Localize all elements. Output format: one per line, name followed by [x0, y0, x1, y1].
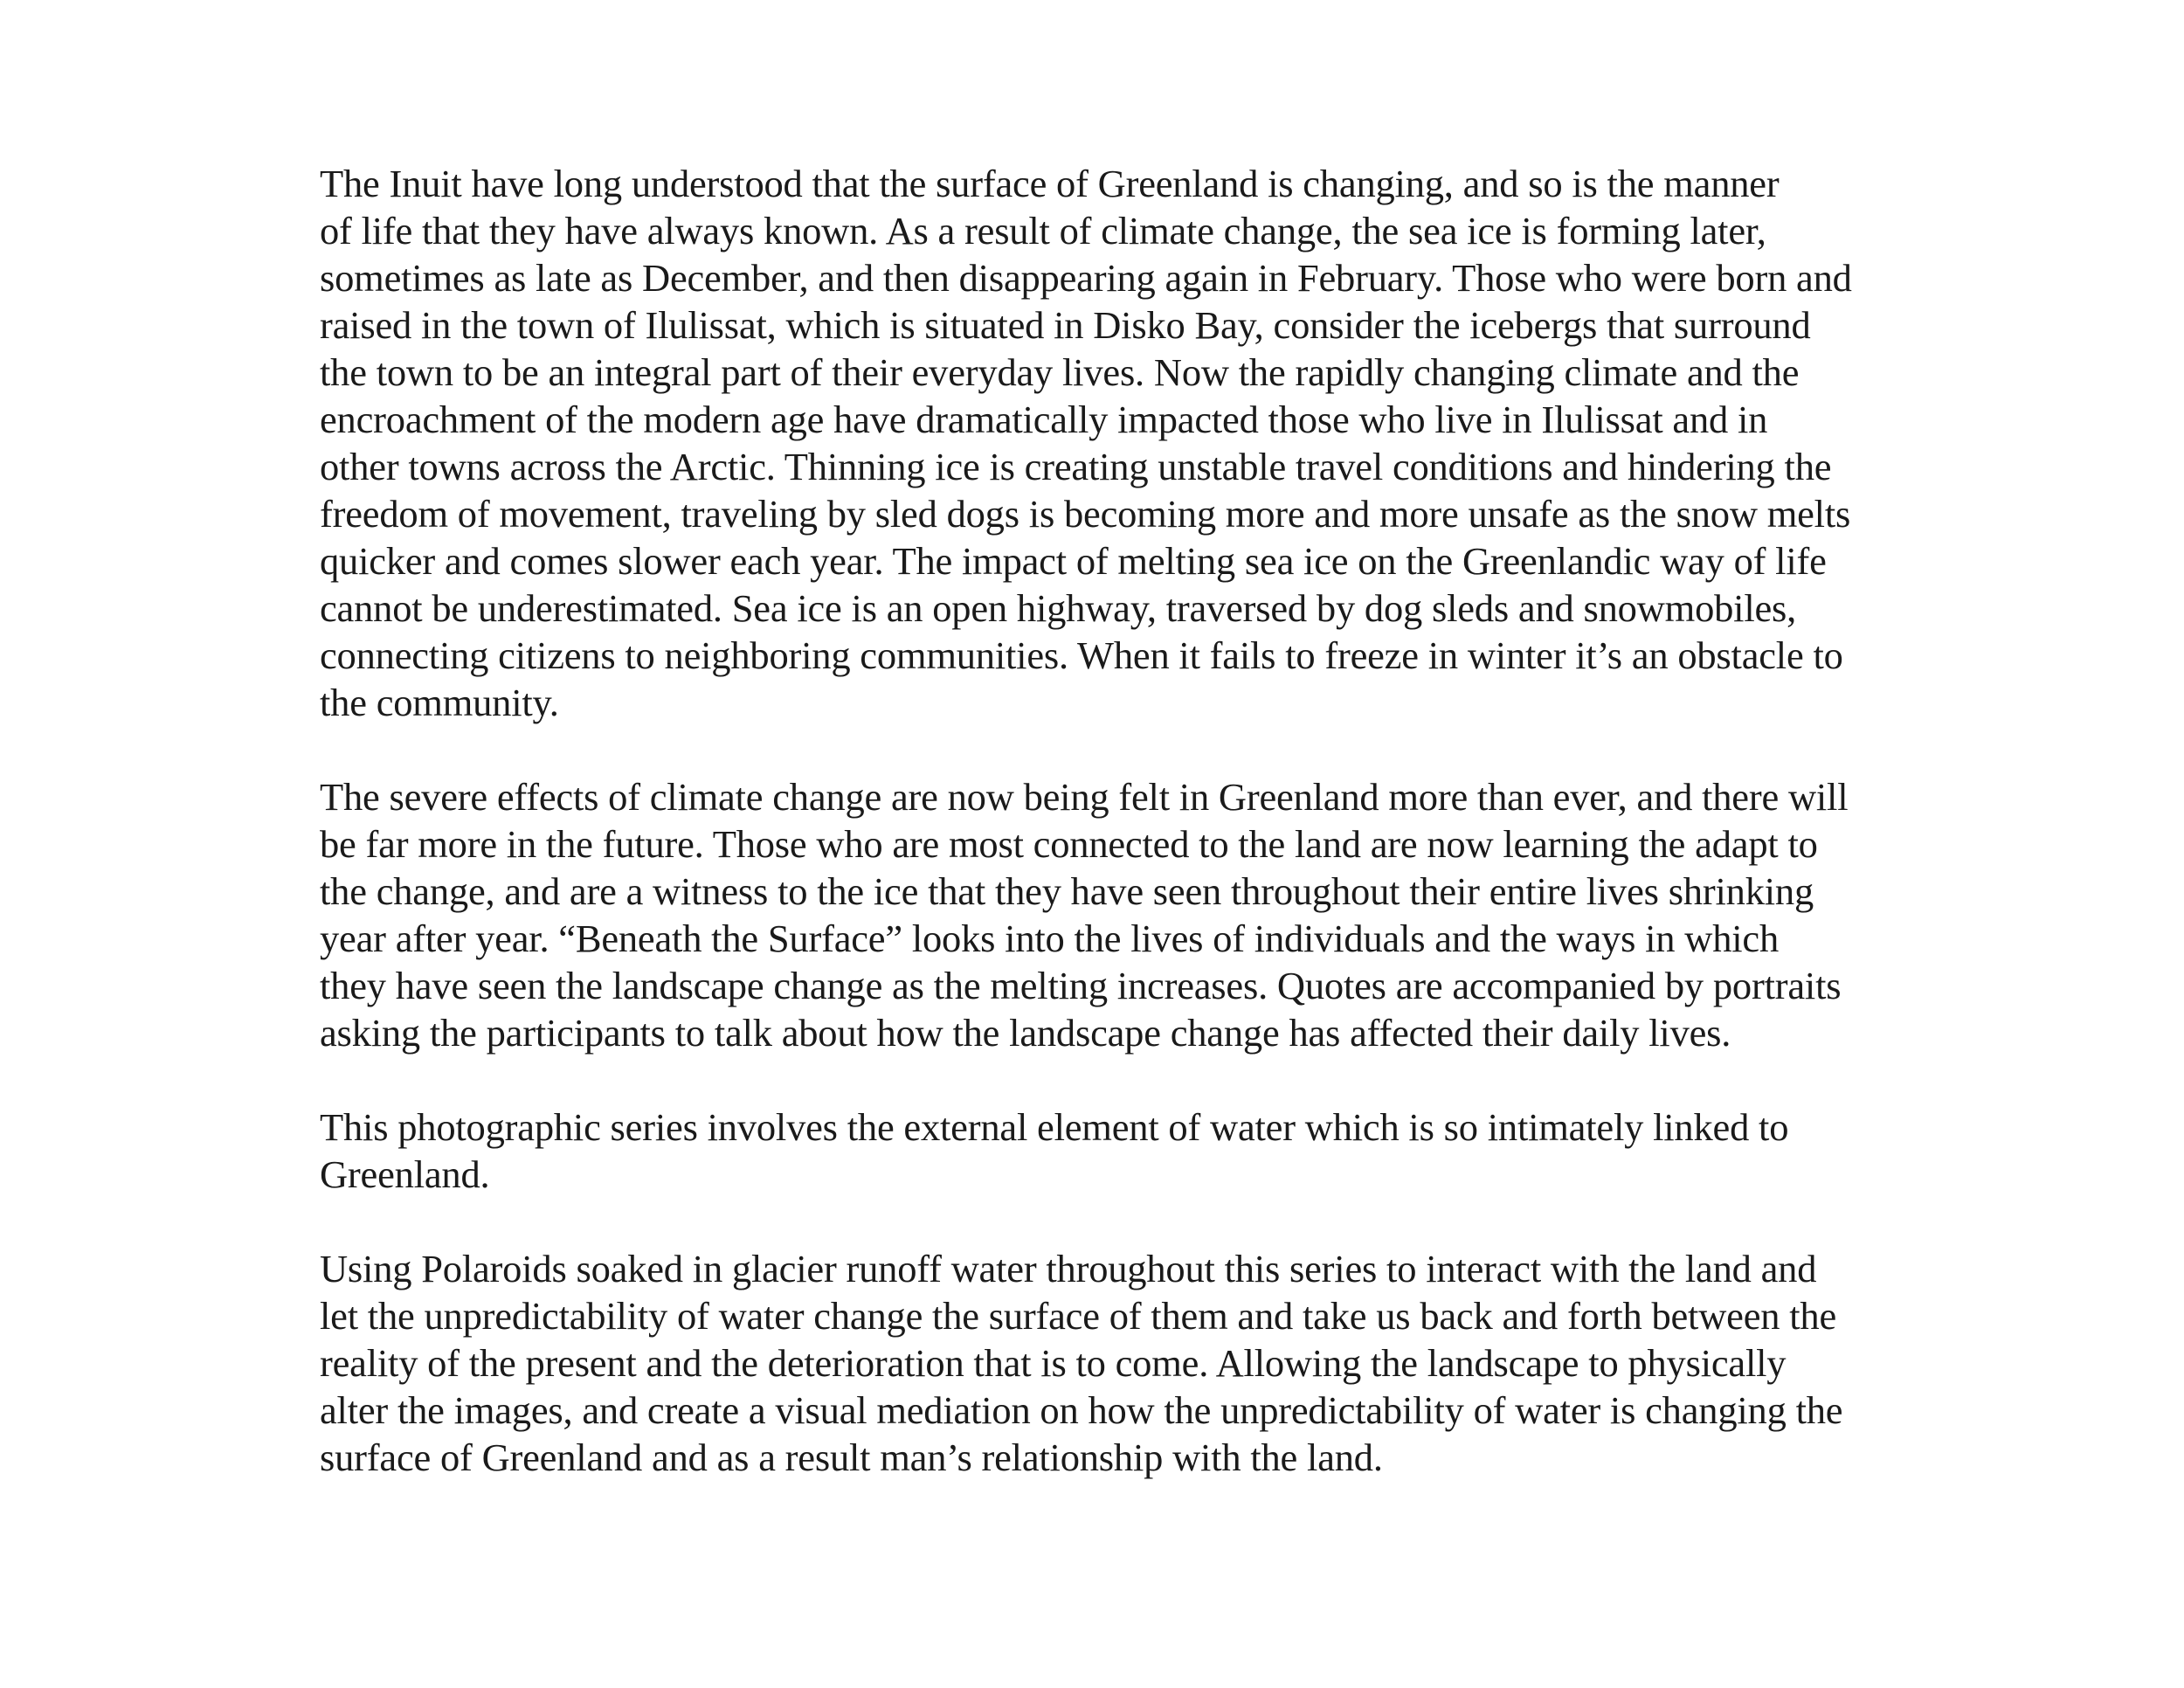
text-line: other towns across the Arctic. Thinning ice is creating unstable travel conditions and hindering the	[320, 445, 1832, 488]
text-line: encroachment of the modern age have dramatically impacted those who live in Ilulissat and in	[320, 398, 1768, 441]
text-line: the change, and are a witness to the ice that they have seen throughout their entire lives shrinking	[320, 869, 1814, 913]
text-line: This photographic series involves the external element of water which is so intimately linked to	[320, 1105, 1789, 1149]
paragraph-2	[320, 773, 1918, 1056]
text-line: raised in the town of Ilulissat, which is situated in Disko Bay, consider the icebergs that surround	[320, 303, 1811, 347]
text-line: The Inuit have long understood that the surface of Greenland is changing, and so is the manner	[320, 162, 1780, 205]
text-line: the community.	[320, 681, 559, 724]
text-line: reality of the present and the deterioration that is to come. Allowing the landscape to physically	[320, 1341, 1787, 1385]
text-line: The severe effects of climate change are now being felt in Greenland more than ever, and there will	[320, 775, 1849, 819]
text-line: quicker and comes slower each year. The impact of melting sea ice on the Greenlandic way of life	[320, 539, 1827, 583]
text-line: the town to be an integral part of their everyday lives. Now the rapidly changing climate and the	[320, 350, 1800, 394]
text-line: they have seen the landscape change as the melting increases. Quotes are accompanied by portraits	[320, 964, 1842, 1007]
text-line: freedom of movement, traveling by sled dogs is becoming more and more unsafe as the snow melts	[320, 492, 1851, 536]
text-line: of life that they have always known. As a result of climate change, the sea ice is forming later,	[320, 209, 1766, 253]
paragraph-4	[320, 1245, 1918, 1481]
text-line: Using Polaroids soaked in glacier runoff water throughout this series to interact with the land and	[320, 1247, 1817, 1290]
text-line: be far more in the future. Those who are most connected to the land are now learning the adapt to	[320, 822, 1818, 866]
text-line: connecting citizens to neighboring communities. When it fails to freeze in winter it’s an obstacle to	[320, 633, 1843, 677]
text-line: asking the participants to talk about how the landscape change has affected their daily lives.	[320, 1011, 1731, 1055]
text-line: alter the images, and create a visual mediation on how the unpredictability of water is changing the	[320, 1388, 1843, 1432]
document-body	[320, 160, 1918, 1481]
paragraph-3	[320, 1103, 1918, 1198]
text-line: cannot be underestimated. Sea ice is an open highway, traversed by dog sleds and snowmobiles,	[320, 586, 1797, 630]
text-line: sometimes as late as December, and then disappearing again in February. Those who were born and	[320, 256, 1852, 300]
text-line: Greenland.	[320, 1152, 490, 1196]
paragraph-1	[320, 160, 1918, 726]
text-line: year after year. “Beneath the Surface” looks into the lives of individuals and the ways in which	[320, 917, 1780, 960]
text-line: let the unpredictability of water change the surface of them and take us back and forth between the	[320, 1294, 1836, 1338]
text-line: surface of Greenland and as a result man’s relationship with the land.	[320, 1435, 1383, 1479]
